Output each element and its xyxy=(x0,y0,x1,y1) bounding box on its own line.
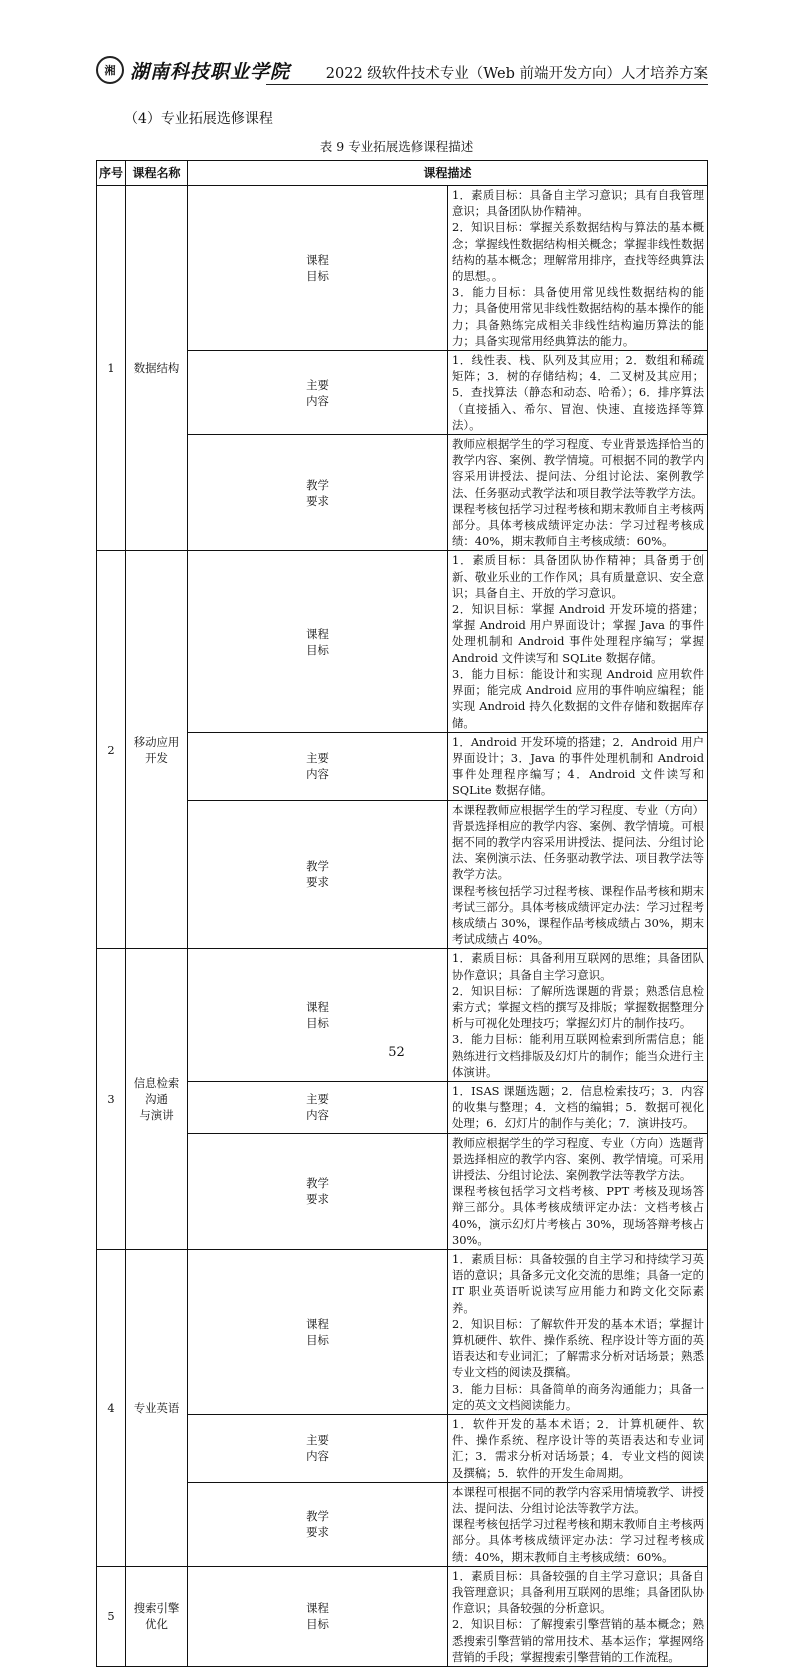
course-name-line: 优化 xyxy=(145,1617,168,1632)
description-line: 课程考核包括学习过程考核、课程作品考核和期末考试三部分。具体考核成绩评定办法：学习过程考核成绩占 30%，课程作品考核成绩占 30%，期末考试成绩占 40%。 xyxy=(452,883,704,947)
course-name-line: 数据结构 xyxy=(133,361,180,376)
table-header-row xyxy=(97,161,708,186)
description-category-line: 内容 xyxy=(306,1449,329,1464)
description-text xyxy=(448,435,708,551)
page-number: 52 xyxy=(388,1045,405,1060)
course-number: 5 xyxy=(97,1566,126,1666)
description-line: 1．素质目标：具备团队协作精神；具备勇于创新、敬业乐业的工作作风；具有质量意识、安全意识；具备自主、开放的学习意识。 xyxy=(452,553,704,600)
description-text xyxy=(448,1415,708,1483)
description-line: 3．能力目标：能利用互联网检索到所需信息；能熟练进行文档排版及幻灯片的制作；能当众进行主体演讲。 xyxy=(452,1032,704,1079)
description-category xyxy=(188,351,448,435)
description-category-line: 课程 xyxy=(306,253,329,268)
course-name xyxy=(126,949,188,1250)
description-line: 3．能力目标：能设计和实现 Android 应用软件界面；能完成 Android 应用的事件响应编程；能实现 Android 持久化数据的文件存储和数据库存储。 xyxy=(452,666,704,730)
description-text xyxy=(448,1133,708,1249)
description-category xyxy=(188,1482,448,1566)
description-text xyxy=(448,949,708,1082)
table-row xyxy=(97,186,708,351)
description-category xyxy=(188,1415,448,1483)
course-name-line: 搜索引擎 xyxy=(133,1601,180,1616)
table-row xyxy=(97,1250,708,1415)
course-description-table xyxy=(96,160,708,1667)
description-line: 教师应根据学生的学习程度、专业背景选择恰当的教学内容、案例、教学情境。可根据不同的教学内容采用讲授法、提问法、分组讨论法、案例教学法、任务驱动式教学法和项目教学法等教学方法。 xyxy=(452,437,704,500)
description-category-line: 课程 xyxy=(306,1000,329,1015)
description-category-line: 内容 xyxy=(306,767,329,782)
description-category-line: 要求 xyxy=(306,1525,329,1540)
description-category xyxy=(188,800,448,949)
description-line: 1．素质目标：具备较强的自主学习和持续学习英语的意识；具备多元文化交流的思维；具备一定的 IT 职业英语听说读写应用能力和跨文化交际素养。 xyxy=(452,1252,704,1315)
description-line: 1．素质目标：具备较强的自主学习意识；具备自我管理意识；具备利用互联网的思维；具备团队协作意识；具备较强的分析意识。 xyxy=(452,1568,704,1616)
description-line: 2．知识目标：了解所选课题的背景；熟悉信息检索方式；掌握文档的撰写及排版；掌握数据整理分析与可视化处理技巧；掌握幻灯片的制作技巧。 xyxy=(452,983,704,1031)
table-row xyxy=(97,1081,708,1133)
description-text xyxy=(448,1081,708,1133)
description-line: 1．素质目标：具备自主学习意识；具有自我管理意识；具备团队协作精神。 xyxy=(452,188,704,219)
description-text xyxy=(448,732,708,800)
description-text xyxy=(448,551,708,732)
description-category xyxy=(188,1566,448,1666)
description-category-line: 目标 xyxy=(306,642,329,657)
description-line: 1．软件开发的基本术语；2．计算机硬件、软件、操作系统、程序设计等的英语表达和专业词汇；3．需求分析对话场景；4．专业文档的阅读及撰稿；5．软件的开发生命周期。 xyxy=(452,1417,704,1480)
description-category xyxy=(188,1250,448,1415)
description-line: 3．能力目标：具备使用常见线性数据结构的能力；具备使用常见非线性数据结构的基本操作的能力；具备熟练完成相关非线性结构遍历算法的能力；具备实现常用经典算法的能力。 xyxy=(452,285,704,348)
description-line: 1．素质目标：具备利用互联网的思维；具备团队协作意识；具备自主学习意识。 xyxy=(452,951,704,982)
description-category-line: 要求 xyxy=(306,493,329,508)
description-category-line: 主要 xyxy=(306,377,329,392)
description-line: 2．知识目标：了解软件开发的基本术语；掌握计算机硬件、软件、操作系统、程序设计等方面的英语表达和专业词汇；了解需求分析对话场景；熟悉专业文档的阅读及撰稿。 xyxy=(452,1316,704,1380)
course-number: 3 xyxy=(97,949,126,1250)
description-line: 课程考核包括学习过程考核和期末教师自主考核两部分。具体考核成绩评定办法：学习过程考核成绩：40%，期末教师自主考核成绩：60%。 xyxy=(452,501,704,549)
description-category-line: 教学 xyxy=(306,477,329,492)
description-line: 课程考核包括学习过程考核和期末教师自主考核两部分。具体考核成绩评定办法：学习过程考核成绩：40%，期末教师自主考核成绩：60%。 xyxy=(452,1517,704,1564)
table-row xyxy=(97,551,708,732)
description-line: 1．线性表、栈、队列及其应用；2．数组和稀疏矩阵；3．树的存储结构；4．二叉树及其应用；5．查找算法（静态和动态、哈希）；6．排序算法（直接插入、希尔、冒泡、快速、直接选择等算法）。 xyxy=(452,353,704,432)
course-name xyxy=(126,1566,188,1666)
header-course-description: 课程描述 xyxy=(188,161,708,186)
school-seal-icon: 湘 xyxy=(96,56,124,84)
header-number: 序号 xyxy=(97,161,126,186)
description-line: 课程考核包括学习文档考核、PPT 考核及现场答辩三部分。具体考核成绩评定办法：文档考核占 40%，演示幻灯片考核占 30%，现场答辩考核占 30%。 xyxy=(452,1184,704,1247)
course-name-line: 专业英语 xyxy=(133,1400,180,1415)
description-text xyxy=(448,351,708,435)
header-rule xyxy=(266,84,708,85)
description-category xyxy=(188,186,448,351)
course-name xyxy=(126,551,188,949)
table-row xyxy=(97,351,708,435)
description-category xyxy=(188,949,448,1082)
description-category-line: 要求 xyxy=(306,875,329,890)
table-row xyxy=(97,1415,708,1483)
course-name xyxy=(126,1250,188,1567)
description-category-line: 目标 xyxy=(306,1016,329,1031)
description-text xyxy=(448,800,708,949)
description-category-line: 教学 xyxy=(306,859,329,874)
course-number: 1 xyxy=(97,186,126,551)
course-number: 2 xyxy=(97,551,126,949)
document-title: 2022 级软件技术专业（Web 前端开发方向）人才培养方案 xyxy=(325,66,708,82)
description-category-line: 课程 xyxy=(306,1601,329,1616)
description-line: 3．能力目标：具备简单的商务沟通能力；具备一定的英文文档阅读能力。 xyxy=(452,1381,704,1412)
description-category xyxy=(188,435,448,551)
description-category xyxy=(188,732,448,800)
description-line: 1．ISAS 课题选题；2．信息检索技巧；3．内容的收集与整理；4．文档的编辑；5．数据可视化处理；6．幻灯片的制作与美化；7．演讲技巧。 xyxy=(452,1083,704,1131)
description-text xyxy=(448,1566,708,1666)
description-category-line: 目标 xyxy=(306,269,329,284)
description-category-line: 教学 xyxy=(306,1176,329,1191)
description-line: 本课程可根据不同的教学内容采用情境教学、讲授法、提问法、分组讨论法等教学方法。 xyxy=(452,1484,704,1516)
table-row xyxy=(97,1482,708,1566)
description-category-line: 课程 xyxy=(306,1317,329,1332)
school-name: 湖南科技职业学院 xyxy=(130,60,291,83)
table-row xyxy=(97,732,708,800)
description-category-line: 主要 xyxy=(306,1092,329,1107)
course-name-line: 信息检索 xyxy=(133,1075,180,1090)
table-row xyxy=(97,435,708,551)
description-category-line: 内容 xyxy=(306,1108,329,1123)
description-category-line: 目标 xyxy=(306,1617,329,1632)
course-name-line: 与演讲 xyxy=(139,1108,174,1123)
description-text xyxy=(448,1482,708,1566)
description-text xyxy=(448,186,708,351)
page-header xyxy=(96,52,708,86)
description-category-line: 要求 xyxy=(306,1192,329,1207)
description-line: 2．知识目标：掌握关系数据结构与算法的基本概念；掌握线性数据结构相关概念；掌握非线性数据结构的基本概念；理解常用排序，查找等经典算法的思想。。 xyxy=(452,220,704,284)
course-name-line: 移动应用 xyxy=(133,734,180,749)
description-text xyxy=(448,1250,708,1415)
description-line: 1．Android 开发环境的搭建；2．Android 用户界面设计；3．Java 的事件处理机制和 Android 事件处理程序编写；4．Android 文件读写和 SQLite 数据存储。 xyxy=(452,734,704,798)
description-line: 2．知识目标：掌握 Android 开发环境的搭建；掌握 Android 用户界面设计；掌握 Java 的事件处理机制和 Android 事件处理程序编写；掌握 Android 文件读写和 SQLite 数据存储。 xyxy=(452,602,704,665)
table-caption: 表 9 专业拓展选修课程描述 xyxy=(319,139,474,154)
school-logo xyxy=(96,56,290,84)
course-name-line: 开发 xyxy=(145,750,168,765)
course-number: 4 xyxy=(97,1250,126,1567)
table-row xyxy=(97,1133,708,1249)
description-category-line: 内容 xyxy=(306,393,329,408)
table-row xyxy=(97,800,708,949)
description-line: 教师应根据学生的学习程度、专业（方向）选题背景选择相应的教学内容、案例、教学情境。可采用讲授法、分组讨论法、案例教学法等教学方法。 xyxy=(452,1135,704,1182)
description-category-line: 主要 xyxy=(306,1433,329,1448)
table-row xyxy=(97,949,708,1082)
description-line: 本课程教师应根据学生的学习程度、专业（方向）背景选择相应的教学内容、案例、教学情境。可根据不同的教学内容采用讲授法、提问法、分组讨论法、案例演示法、任务驱动教学法、项目教学法等教学方法。 xyxy=(452,802,704,882)
course-name-line: 沟通 xyxy=(145,1092,168,1107)
description-category xyxy=(188,1133,448,1249)
description-category-line: 教学 xyxy=(306,1509,329,1524)
table-body xyxy=(97,186,708,1667)
section-heading: （4）专业拓展选修课程 xyxy=(124,111,273,127)
table-row xyxy=(97,1566,708,1666)
header-course-name: 课程名称 xyxy=(126,161,188,186)
description-line: 2．知识目标：了解搜索引擎营销的基本概念；熟悉搜索引擎营销的常用技术、基本运作；掌握网络营销的手段；掌握搜索引擎营销的工作流程。 xyxy=(452,1617,704,1664)
description-category-line: 课程 xyxy=(306,626,329,641)
course-name xyxy=(126,186,188,551)
description-category-line: 主要 xyxy=(306,751,329,766)
description-category xyxy=(188,551,448,732)
description-category xyxy=(188,1081,448,1133)
description-category-line: 目标 xyxy=(306,1333,329,1348)
